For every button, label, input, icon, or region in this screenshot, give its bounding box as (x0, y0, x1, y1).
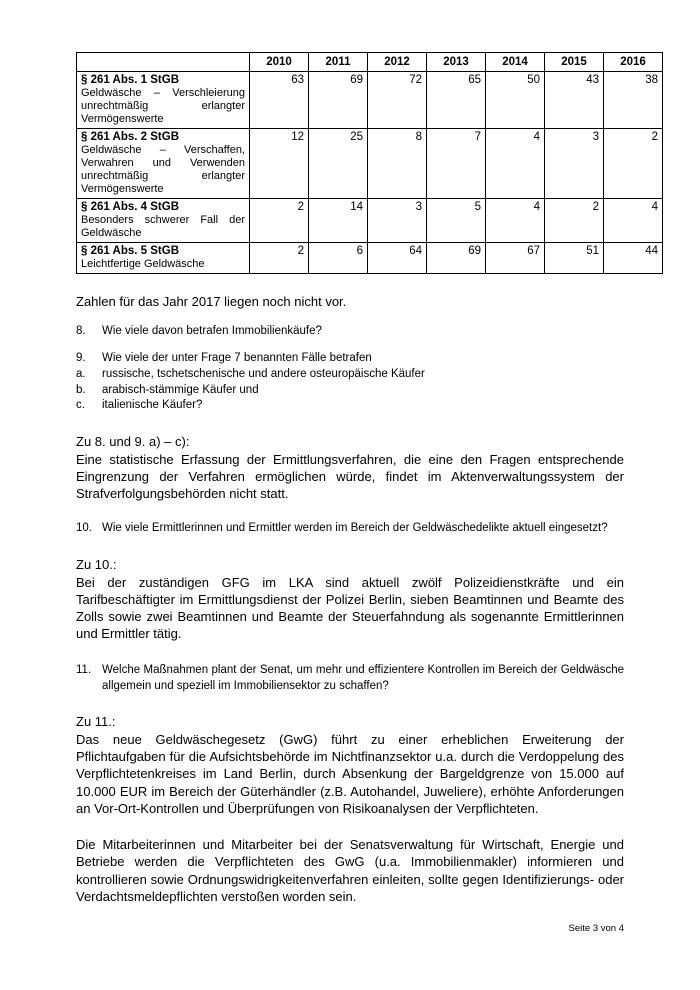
table-cell-value: 38 (604, 72, 663, 129)
answer-body-second: Die Mitarbeiterinnen und Mitarbeiter bei der Senatsverwaltung für Wirtschaft, Energie und Betriebe werden die Verpflichteten des GwG (u.a. Immobilienmakler) informieren und kontrollieren sowie Ordnungswidrigkeitenverfahren einleiten, sollte gegen Identifizierungs- oder Verdachtsmeldepflichten verstoßen worden sein. (76, 837, 624, 904)
table-cell-value: 69 (309, 72, 368, 129)
question-text: arabisch-stämmige Käufer und (102, 383, 259, 396)
table-cell-value: 63 (250, 72, 309, 129)
table-row (77, 198, 663, 242)
table-cell-value: 72 (368, 72, 427, 129)
question-text: russische, tschetschenische und andere osteuropäische Käufer (102, 367, 425, 380)
row-label-cell (77, 198, 250, 242)
table-cell-value: 50 (486, 72, 545, 129)
list-item (76, 383, 624, 399)
table-cell-value: 4 (604, 198, 663, 242)
answer-8-9-block (76, 433, 624, 502)
row-label-cell (77, 128, 250, 198)
table-corner-cell (77, 53, 250, 72)
note-2017-paragraph: Zahlen für das Jahr 2017 liegen noch nicht vor. (76, 293, 347, 309)
table-cell-value: 25 (309, 128, 368, 198)
table-cell-value: 2 (604, 128, 663, 198)
row-law-title: § 261 Abs. 1 StGB (81, 74, 180, 86)
list-item (76, 351, 624, 367)
questions-8-9-list (76, 324, 624, 414)
answer-11-block (76, 713, 624, 905)
table-cell-value: 4 (486, 198, 545, 242)
row-law-title: § 261 Abs. 4 StGB (81, 200, 180, 213)
question-text: italienische Käufer? (102, 399, 203, 412)
table-cell-value: 51 (545, 242, 604, 273)
table-cell-value: 43 (545, 72, 604, 129)
table-cell-value: 67 (486, 242, 545, 273)
list-item (76, 398, 624, 414)
question-number: c. (76, 399, 85, 412)
column-header-year: 2012 (368, 53, 427, 72)
row-law-description: Besonders schwerer Fall der Geldwäsche (81, 213, 245, 239)
geldwaesche-statistics-table (76, 52, 663, 274)
question-number: b. (76, 383, 86, 396)
table-cell-value: 3 (545, 128, 604, 198)
question-number: a. (76, 367, 86, 380)
table-cell-value: 69 (427, 242, 486, 273)
row-law-description: Geldwäsche – Verschaffen, Verwahren und Verwenden unrechtmäßig erlangter Vermögenswerte (81, 143, 245, 195)
row-law-title: § 261 Abs. 2 StGB (81, 130, 180, 143)
table-cell-value: 2 (250, 198, 309, 242)
table-cell-value: 7 (427, 128, 486, 198)
question-text: Welche Maßnahmen plant der Senat, um mehr und effizientere Kontrollen im Bereich der Geldwäsche allgemein und speziell im Immobiliensektor zu schaffen? (102, 663, 624, 692)
table-cell-value: 3 (368, 198, 427, 242)
table-cell-value: 5 (427, 198, 486, 242)
list-item (76, 367, 624, 383)
column-header-year: 2013 (427, 53, 486, 72)
table-cell-value: 2 (250, 242, 309, 273)
column-header-year: 2010 (250, 53, 309, 72)
list-item (76, 324, 624, 340)
table-cell-value: 64 (368, 242, 427, 273)
page-footer: Seite 3 von 4 (568, 923, 624, 934)
table-body (77, 72, 663, 274)
column-header-year: 2015 (545, 53, 604, 72)
table-cell-value: 65 (427, 72, 486, 129)
question-11-block (76, 663, 624, 695)
row-law-title: § 261 Abs. 5 StGB (81, 244, 180, 257)
answer-heading: Zu 8. und 9. a) – c): (76, 434, 190, 450)
page-content (76, 52, 658, 905)
answer-body: Bei der zuständigen GFG im LKA sind aktuell zwölf Polizeidienstkräfte und ein Tarifbeschäftigter im Ermittlungsdienst der Polizei Berlin, sieben Beamtinnen und Beamte des Zolls sowie zwei Beamtinnen und Beamte der Steuerfahndung als sogenannte Ermittlerinnen und Ermittler tätig. (76, 574, 624, 642)
table-cell-value: 12 (250, 128, 309, 198)
row-law-description: Geldwäsche – Verschleierung unrechtmäßig erlangter Vermögenswerte (81, 87, 245, 125)
row-label-cell (77, 72, 250, 129)
question-number: 10. (76, 522, 92, 535)
table-header-row (77, 53, 663, 72)
list-item (76, 663, 624, 695)
question-text: Wie viele Ermittlerinnen und Ermittler werden im Bereich der Geldwäschedelikte aktuell eingesetzt? (102, 522, 608, 535)
row-label-cell (77, 242, 250, 273)
question-10-block (76, 521, 624, 537)
question-number: 8. (76, 324, 86, 337)
question-number: 11. (76, 663, 92, 676)
table-cell-value: 2 (545, 198, 604, 242)
table-cell-value: 6 (309, 242, 368, 273)
answer-heading: Zu 11.: (76, 714, 116, 730)
table-cell-value: 14 (309, 198, 368, 242)
table-row (77, 242, 663, 273)
question-number: 9. (76, 351, 86, 364)
question-text: Wie viele davon betrafen Immobilienkäufe? (102, 324, 322, 337)
answer-10-block (76, 556, 624, 642)
table-row (77, 72, 663, 129)
column-header-year: 2014 (486, 53, 545, 72)
answer-body: Eine statistische Erfassung der Ermittlungsverfahren, die eine den Fragen entsprechende Eingrenzung der Verfahren ermöglichen würde, findet im Aktenverwaltungssystem der Strafverfolgungsbehörden nicht statt. (76, 451, 624, 502)
table-cell-value: 4 (486, 128, 545, 198)
answer-heading: Zu 10.: (76, 557, 117, 573)
table-row (77, 128, 663, 198)
question-text: Wie viele der unter Frage 7 benannten Fälle betrafen (102, 351, 372, 364)
answer-body: Das neue Geldwäschegesetz (GwG) führt zu einer erheblichen Erweiterung der Pflichtaufgaben für die Aufsichtsbehörde im Nichtfinanzsektor u.a. durch die Verdoppelung des Verpflichtetenkreises im Land Berlin, durch Absenkung der Bargeldgrenze von 15.000 auf 10.000 EUR im Bereich der Güterhändler (z.B. Autohandel, Juweliere), erhöhte Anforderungen an Vor-Ort-Kontrollen und Überprüfungen von Risikoanalysen der Verpflichteten. (76, 731, 624, 816)
table-cell-value: 44 (604, 242, 663, 273)
row-law-description: Leichtfertige Geldwäsche (81, 257, 205, 270)
table-header (77, 53, 663, 72)
column-header-year: 2016 (604, 53, 663, 72)
column-header-year: 2011 (309, 53, 368, 72)
list-item (76, 521, 624, 537)
table-cell-value: 8 (368, 128, 427, 198)
